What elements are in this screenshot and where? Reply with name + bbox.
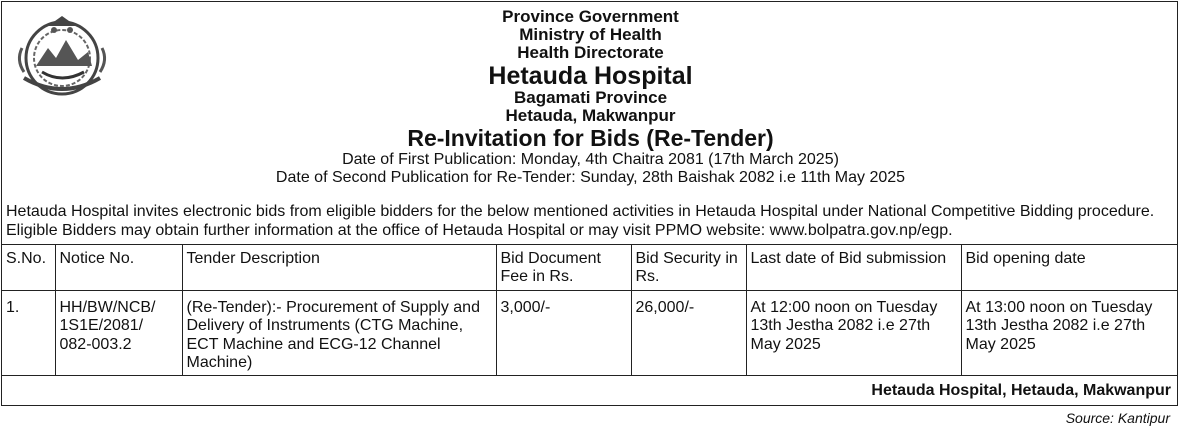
- province-label: Bagamati Province: [513, 87, 668, 107]
- cell-bid-security: 26,000/-: [631, 291, 746, 376]
- col-header-opening-date: Bid opening date: [961, 245, 1177, 291]
- col-header-sno: S.No.: [2, 245, 55, 291]
- col-header-bid-security: Bid Security in Rs.: [631, 245, 746, 291]
- directorate-label: Health Directorate: [517, 42, 664, 62]
- cell-description: (Re-Tender):- Procurement of Supply and Delivery of Instruments (CTG Machine, ECT Machine and ECG-12 Channel Machine): [182, 291, 496, 376]
- col-header-last-date: Last date of Bid submission: [746, 245, 961, 291]
- cell-notice-no: HH/BW/NCB/ 1S1E/2081/ 082-003.2: [55, 291, 182, 376]
- notice-title: Re-Invitation for Bids (Re-Tender): [407, 125, 774, 152]
- tender-notice: [1, 1, 1178, 406]
- cell-opening-date: At 13:00 noon on Tuesday 13th Jestha 2082 i.e 27th May 2025: [961, 291, 1177, 376]
- first-publication-date: Date of First Publication: Monday, 4th Chaitra 2081 (17th March 2025): [342, 150, 839, 168]
- table-header-row: [2, 245, 1177, 291]
- province-government-label: Province Government: [502, 7, 679, 26]
- intro-paragraph: Hetauda Hospital invites electronic bids from eligible bidders for the below mentioned activities in Hetauda Hospital under National Competitive Bidding procedure. Eligible Bidders may obtain further information at the office of Hetauda Hospital or may visit PPMO website: www.bolpatra.gov.np/egp.: [6, 203, 1155, 239]
- city-label: Hetauda, Makwanpur: [505, 105, 676, 125]
- notice-header: [2, 8, 1179, 187]
- col-header-description: Tender Description: [182, 245, 496, 291]
- cell-last-date: At 12:00 noon on Tuesday 13th Jestha 2082 i.e 27th May 2025: [746, 291, 961, 376]
- cell-sno: 1.: [2, 291, 55, 376]
- ministry-label: Ministry of Health: [519, 24, 662, 44]
- table-row: [2, 291, 1177, 376]
- col-header-notice-no: Notice No.: [55, 245, 182, 291]
- cell-bid-fee: 3,000/-: [496, 291, 631, 376]
- tender-table: [2, 244, 1177, 408]
- col-header-bid-fee: Bid Document Fee in Rs.: [496, 245, 631, 291]
- second-publication-date: Date of Second Publication for Re-Tender: Sunday, 28th Baishak 2082 i.e 11th May 2025: [275, 169, 906, 186]
- source-credit: Source: Kantipur: [1065, 410, 1170, 426]
- footer-signature: Hetauda Hospital, Hetauda, Makwanpur: [2, 375, 1177, 408]
- table-footer-row: [2, 375, 1177, 408]
- hospital-name: Hetauda Hospital: [488, 61, 693, 90]
